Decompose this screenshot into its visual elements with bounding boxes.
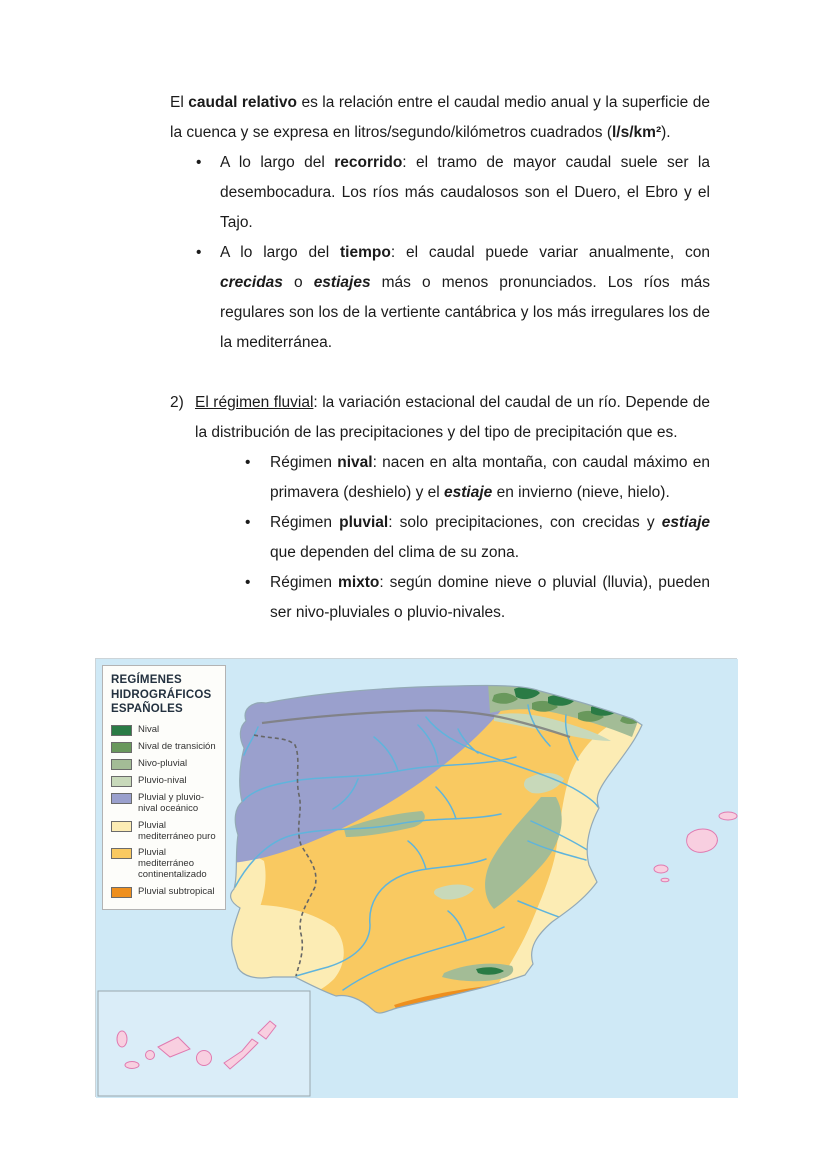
island-el-hierro bbox=[125, 1062, 139, 1069]
regimen-pluvial-text: Régimen pluvial: solo precipitaciones, con crecidas y estiaje que dependen del clima de su zona. bbox=[270, 514, 711, 561]
legend-label: Nival de transición bbox=[138, 741, 216, 753]
legend-swatch-nival-transicion bbox=[111, 742, 132, 753]
legend-label: Nivo-pluvial bbox=[138, 758, 188, 770]
bullet-marker: • bbox=[245, 514, 251, 531]
bullet-regimen-nival bbox=[170, 448, 710, 508]
legend-entry-nivo-pluvial bbox=[111, 758, 217, 770]
island-ibiza bbox=[654, 865, 668, 873]
regimen-fluvial-text: El régimen fluvial: la variación estacional del caudal de un río. Depende de la distribución de las precipitaciones y del tipo de precipitación que es. bbox=[195, 394, 711, 441]
island-menorca bbox=[719, 812, 737, 820]
bullet-marker: • bbox=[196, 154, 202, 171]
legend-swatch-mediterraneo-continentalizado bbox=[111, 848, 132, 859]
island-formentera bbox=[661, 878, 669, 882]
legend-title: REGÍMENES HIDROGRÁFICOS ESPAÑOLES bbox=[111, 674, 212, 716]
bullet-marker: • bbox=[245, 454, 251, 471]
legend-label: Pluvial y pluvio-nival oceánico bbox=[138, 792, 204, 815]
legend-entries bbox=[111, 724, 217, 897]
regimen-nival-text: Régimen nival: nacen en alta montaña, con caudal máximo en primavera (deshielo) y el estiaje en invierno (nieve, hielo). bbox=[270, 454, 710, 501]
bullet-regimen-mixto bbox=[170, 568, 710, 628]
legend-swatch-pluvio-nival bbox=[111, 776, 132, 787]
bullet-recorrido bbox=[170, 148, 710, 238]
paragraph-caudal-relativo: El caudal relativo es la relación entre el caudal medio anual y la superficie de la cuenca y se expresa en litros/segundo/kilómetros cuadrados (l/s/km²). bbox=[170, 94, 710, 141]
inset-box bbox=[98, 991, 310, 1096]
island-mallorca bbox=[687, 829, 718, 852]
legend-label: Pluvial subtropical bbox=[138, 885, 215, 897]
item-number: 2) bbox=[170, 394, 184, 411]
legend-swatch-nival bbox=[111, 725, 132, 736]
legend-label: Pluvio-nival bbox=[138, 775, 187, 787]
island-la-gomera bbox=[146, 1051, 155, 1060]
numbered-item-regimen-fluvial bbox=[170, 388, 710, 448]
legend-swatch-subtropical bbox=[111, 887, 132, 898]
island-gran-canaria bbox=[197, 1051, 212, 1066]
bullet-tiempo-text: A lo largo del tiempo: el caudal puede variar anualmente, con crecidas o estiajes más o menos pronunciados. Los ríos más regulares son los de la vertiente cantábrica y los más irregulares los de la mediterránea. bbox=[220, 244, 710, 351]
legend-entry-nival-transicion bbox=[111, 741, 217, 753]
legend-entry-subtropical bbox=[111, 886, 217, 898]
bullet-recorrido-text: A lo largo del recorrido: el tramo de mayor caudal suele ser la desembocadura. Los ríos más caudalosos son el Duero, el Ebro y el Tajo. bbox=[220, 154, 710, 231]
legend-entry-pluvio-nival bbox=[111, 775, 217, 787]
legend-entry-pluvial-oceanico bbox=[111, 792, 217, 814]
bullet-regimen-pluvial bbox=[170, 508, 710, 568]
bullet-marker: • bbox=[196, 244, 202, 261]
map-legend bbox=[102, 665, 226, 910]
legend-label: Pluvial mediterráneo continentalizado bbox=[138, 846, 207, 881]
legend-entry-mediterraneo-continentalizado bbox=[111, 847, 217, 881]
bullet-tiempo bbox=[170, 238, 710, 358]
legend-swatch-pluvial-oceanico bbox=[111, 793, 132, 804]
bullet-marker: • bbox=[245, 574, 251, 591]
island-la-palma bbox=[117, 1031, 127, 1047]
regimen-mixto-text: Régimen mixto: según domine nieve o pluvial (lluvia), pueden ser nivo-pluviales o pluvio-nivales. bbox=[270, 574, 710, 621]
legend-swatch-nivo-pluvial bbox=[111, 759, 132, 770]
hydrographic-regimes-map bbox=[95, 658, 737, 1097]
legend-label: Nival bbox=[138, 724, 160, 736]
legend-entry-mediterraneo-puro bbox=[111, 820, 217, 842]
legend-swatch-mediterraneo-puro bbox=[111, 821, 132, 832]
canary-islands-inset bbox=[98, 991, 310, 1096]
legend-entry-nival bbox=[111, 724, 217, 736]
legend-label: Pluvial mediterráneo puro bbox=[138, 819, 216, 842]
